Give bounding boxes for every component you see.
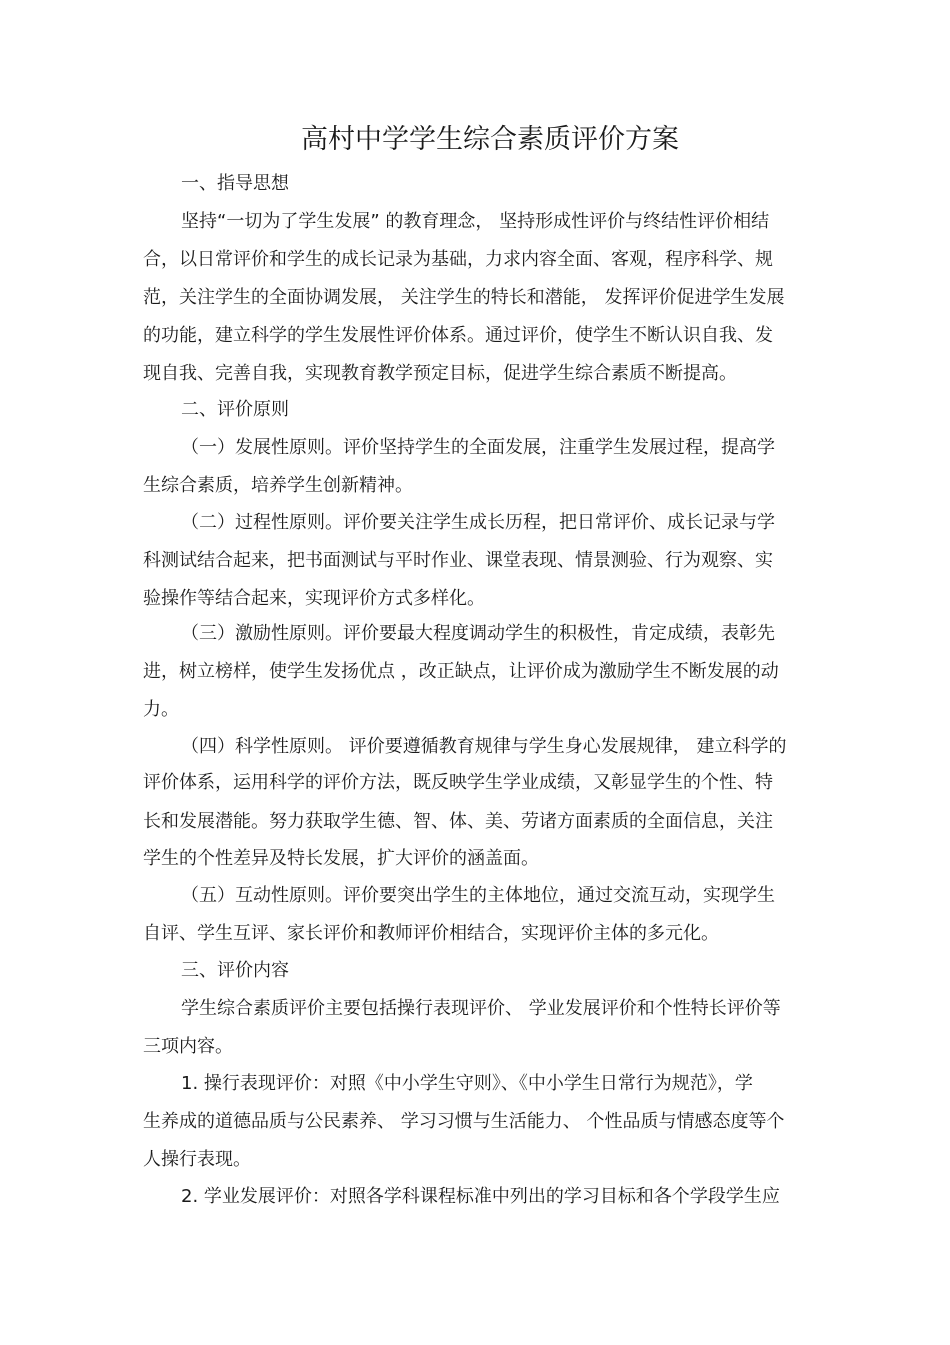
- paragraph-line: 科测试结合起来，把书面测试与平时作业、课堂表现、情景测验、行为观察、实: [143, 550, 773, 571]
- paragraph-line: 学生的个性差异及特长发展，扩大评价的涵盖面。: [143, 848, 539, 869]
- paragraph-line: 三项内容。: [143, 1036, 233, 1057]
- document-title: 高村中学学生综合素质评价方案: [301, 124, 679, 155]
- paragraph-line: 生养成的道德品质与公民素养、 学习习惯与生活能力、 个性品质与情感态度等个: [143, 1111, 785, 1132]
- paragraph-line: 长和发展潜能。努力获取学生德、智、体、美、劳诸方面素质的全面信息，关注: [143, 811, 773, 832]
- paragraph-line: 合，以日常评价和学生的成长记录为基础，力求内容全面、客观，程序科学、规: [143, 249, 773, 270]
- paragraph-line: 自评、学生互评、家长评价和教师评价相结合，实现评价主体的多元化。: [143, 923, 719, 944]
- heading-evaluation-principles: 二、评价原则: [181, 399, 289, 420]
- heading-guiding-ideology: 一、指导思想: [181, 173, 289, 194]
- paragraph-line: 评价体系，运用科学的评价方法，既反映学生学业成绩，又彰显学生的个性、特: [143, 772, 773, 793]
- paragraph-line: 2. 学业发展评价：对照各学科课程标准中列出的学习目标和各个学段学生应: [181, 1186, 780, 1207]
- paragraph-line: （四）科学性原则。 评价要遵循教育规律与学生身心发展规律， 建立科学的: [181, 736, 787, 757]
- paragraph-line: （三）激励性原则。评价要最大程度调动学生的积极性，肯定成绩，表彰先: [181, 623, 775, 644]
- paragraph-line: 学生综合素质评价主要包括操行表现评价、 学业发展评价和个性特长评价等: [181, 998, 781, 1019]
- paragraph-line: 验操作等结合起来，实现评价方式多样化。: [143, 588, 485, 609]
- paragraph-line: 生综合素质，培养学生创新精神。: [143, 475, 413, 496]
- paragraph-line: （二）过程性原则。评价要关注学生成长历程，把日常评价、成长记录与学: [181, 512, 775, 533]
- paragraph-line: （一）发展性原则。评价坚持学生的全面发展，注重学生发展过程，提高学: [181, 437, 775, 458]
- paragraph-line: 人操行表现。: [143, 1149, 251, 1170]
- paragraph-line: （五）互动性原则。评价要突出学生的主体地位，通过交流互动，实现学生: [181, 885, 775, 906]
- paragraph-line: 力。: [143, 699, 179, 720]
- paragraph-line: 坚持“一切为了学生发展” 的教育理念， 坚持形成性评价与终结性评价相结: [181, 211, 770, 232]
- paragraph-line: 范，关注学生的全面协调发展， 关注学生的特长和潜能， 发挥评价促进学生发展: [143, 287, 785, 308]
- heading-evaluation-content: 三、评价内容: [181, 960, 289, 981]
- paragraph-line: 1. 操行表现评价：对照《中小学生守则》、《中小学生日常行为规范》，学: [181, 1073, 753, 1094]
- paragraph-line: 进，树立榜样，使学生发扬优点 ，改正缺点，让评价成为激励学生不断发展的动: [143, 661, 779, 682]
- paragraph-line: 的功能，建立科学的学生发展性评价体系。通过评价，使学生不断认识自我、发: [143, 325, 773, 346]
- paragraph-line: 现自我、完善自我，实现教育教学预定目标，促进学生综合素质不断提高。: [143, 363, 737, 384]
